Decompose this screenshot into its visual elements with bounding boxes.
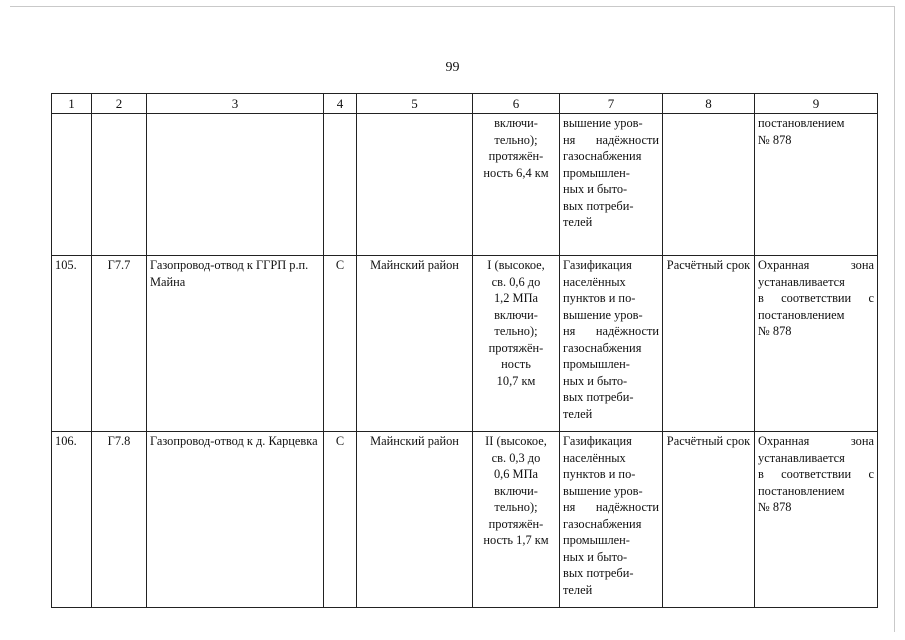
table-body xyxy=(52,114,878,608)
characteristics-cell-line: II (высокое, xyxy=(485,434,547,448)
purpose-cell-line: газоснабжения xyxy=(563,340,642,355)
header-cell: 9 xyxy=(755,94,878,114)
characteristics-cell-line: тельно); xyxy=(494,500,538,514)
characteristics-cell-line: протяжён- xyxy=(488,149,544,163)
characteristics-cell-line: тельно); xyxy=(494,132,538,147)
characteristics-cell-line: 1,2 МПа xyxy=(493,291,539,305)
object-code-cell xyxy=(92,114,147,256)
protection-zone-cell-line: Охранная зона xyxy=(758,434,874,448)
table-header-row xyxy=(52,94,878,114)
header-cell: 7 xyxy=(560,94,663,114)
status-cell xyxy=(324,114,357,256)
purpose-cell-line: Газификация xyxy=(563,258,632,272)
purpose-cell-line: промышлен- xyxy=(563,533,630,547)
term-cell: Расчётный срок xyxy=(663,432,755,608)
purpose-cell-line: ня надёжности xyxy=(563,324,659,338)
header-cell: 1 xyxy=(52,94,92,114)
location-cell: Майнский район xyxy=(357,432,473,608)
purpose-cell-line: населённых xyxy=(563,450,626,465)
row-number-cell: 106. xyxy=(52,432,92,608)
characteristics-cell-line: включи- xyxy=(494,307,538,322)
row-number-cell: 105. xyxy=(52,256,92,432)
characteristics-cell xyxy=(473,432,560,608)
purpose-cell-line: вых потреби- xyxy=(563,566,634,580)
purpose-cell-line: ных и быто- xyxy=(563,549,628,564)
location-cell xyxy=(357,114,473,256)
protection-zone-cell xyxy=(755,114,878,256)
protection-zone-cell-line: постановлением xyxy=(758,307,845,322)
characteristics-cell-line: тельно); xyxy=(494,324,538,338)
characteristics-cell-line: 10,7 км xyxy=(496,373,536,388)
characteristics-cell-line: включи- xyxy=(494,483,538,498)
object-code-cell: Г7.7 xyxy=(92,256,147,432)
protection-zone-cell xyxy=(755,256,878,432)
characteristics-cell-line: ность 1,7 км xyxy=(483,533,549,547)
purpose-cell-line: населённых xyxy=(563,274,626,289)
purpose-cell-line: газоснабжения xyxy=(563,516,642,531)
status-cell: С xyxy=(324,256,357,432)
header-cell: 5 xyxy=(357,94,473,114)
protection-zone-cell-line: в соответствии с xyxy=(758,291,874,305)
purpose-cell-line: ных и быто- xyxy=(563,373,628,388)
protection-zone-cell-line: постановлением xyxy=(758,483,845,498)
characteristics-cell-line: ность 6,4 км xyxy=(483,165,549,180)
purpose-cell-line: ня надёжности xyxy=(563,132,659,147)
protection-zone-cell-line: № 878 xyxy=(758,132,792,147)
protection-zone-cell-line: № 878 xyxy=(758,500,792,514)
characteristics-cell-line: протяжён- xyxy=(488,516,544,531)
purpose-cell-line: промышлен- xyxy=(563,357,630,371)
table-row xyxy=(52,256,878,432)
purpose-cell xyxy=(560,256,663,432)
purpose-cell-line: вышение уров- xyxy=(563,483,643,498)
protection-zone-cell-line: устанавливается xyxy=(758,274,845,289)
page-number: 99 xyxy=(445,60,460,75)
table-row xyxy=(52,114,878,256)
purpose-cell-line: телей xyxy=(563,406,593,421)
characteristics-cell-line: св. 0,6 до xyxy=(491,274,541,289)
protection-zone-cell-line: № 878 xyxy=(758,324,792,338)
protection-zone-cell-line: в соответствии с xyxy=(758,467,874,481)
protection-zone-cell-line: устанавливается xyxy=(758,450,845,465)
protection-zone-cell-line: постановлением xyxy=(758,116,845,130)
term-cell: Расчётный срок xyxy=(663,256,755,432)
purpose-cell xyxy=(560,114,663,256)
purpose-cell xyxy=(560,432,663,608)
characteristics-cell-line: ность xyxy=(501,357,531,371)
purpose-cell-line: ня надёжности xyxy=(563,500,659,514)
status-cell: С xyxy=(324,432,357,608)
object-name-cell: Газопровод-отвод к ГГРП р.п. Майна xyxy=(147,256,324,432)
characteristics-cell-line: 0,6 МПа xyxy=(493,467,539,481)
purpose-cell-line: промышлен- xyxy=(563,165,630,180)
table-row xyxy=(52,432,878,608)
purpose-cell-line: вых потреби- xyxy=(563,390,634,404)
header-cell: 8 xyxy=(663,94,755,114)
header-cell: 6 xyxy=(473,94,560,114)
purpose-cell-line: телей xyxy=(563,215,593,229)
purpose-cell-line: вышение уров- xyxy=(563,116,643,130)
purpose-cell-line: пунктов и по- xyxy=(563,467,636,481)
object-name-cell xyxy=(147,114,324,256)
object-name-cell: Газопровод-отвод к д. Карцевка xyxy=(147,432,324,608)
characteristics-cell-line: протяжён- xyxy=(488,340,544,355)
header-cell: 2 xyxy=(92,94,147,114)
characteristics-cell xyxy=(473,256,560,432)
term-cell xyxy=(663,114,755,256)
characteristics-cell-line: св. 0,3 до xyxy=(491,450,541,465)
purpose-cell-line: Газификация xyxy=(563,434,632,448)
characteristics-cell-line: включи- xyxy=(494,116,538,130)
purpose-cell-line: вышение уров- xyxy=(563,307,643,322)
characteristics-cell xyxy=(473,114,560,256)
row-number-cell xyxy=(52,114,92,256)
document-table xyxy=(51,93,878,608)
location-cell: Майнский район xyxy=(357,256,473,432)
purpose-cell-line: вых потреби- xyxy=(563,198,634,213)
purpose-cell-line: ных и быто- xyxy=(563,182,628,196)
protection-zone-cell xyxy=(755,432,878,608)
purpose-cell-line: газоснабжения xyxy=(563,149,642,163)
header-cell: 3 xyxy=(147,94,324,114)
protection-zone-cell-line: Охранная зона xyxy=(758,258,874,272)
characteristics-cell-line: I (высокое, xyxy=(487,258,545,272)
header-cell: 4 xyxy=(324,94,357,114)
purpose-cell-line: телей xyxy=(563,582,593,597)
object-code-cell: Г7.8 xyxy=(92,432,147,608)
purpose-cell-line: пунктов и по- xyxy=(563,291,636,305)
